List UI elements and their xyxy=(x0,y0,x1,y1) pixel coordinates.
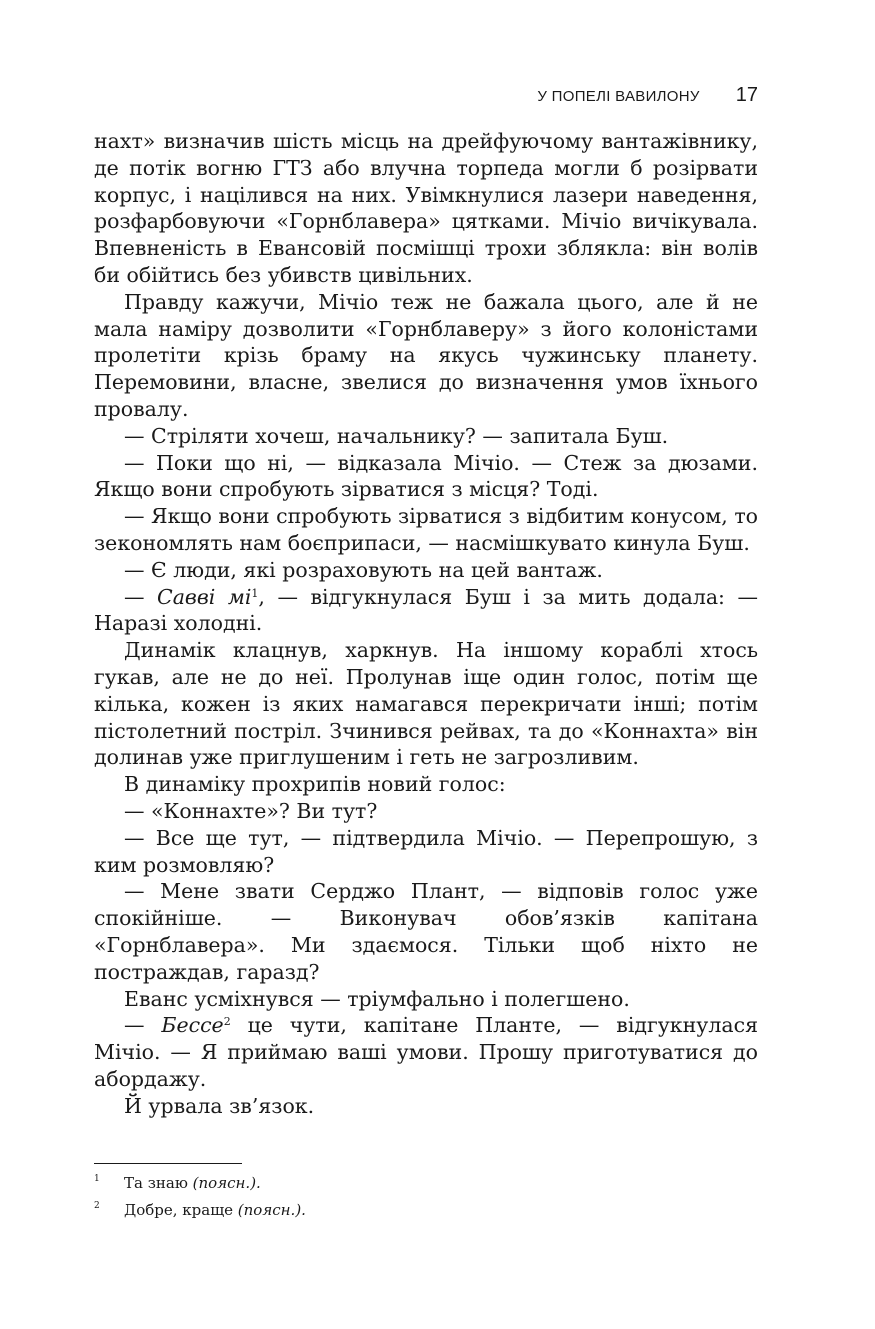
footnote xyxy=(94,1170,758,1197)
footnote xyxy=(94,1197,758,1224)
footnote-mark: 1 xyxy=(94,1174,100,1184)
footnote-divider xyxy=(94,1163,242,1164)
paragraph: Еванс усміхнувся — тріумфально і полегшено. xyxy=(124,986,630,1011)
paragraph: — Є люди, які розраховують на цей вантаж. xyxy=(124,557,603,582)
paragraph: Динамік клацнув, харкнув. На іншому кораблі хтось гукав, але не до неї. Пролунав іще один голос, потім ще кілька, кожен із яких намагався перекричати інші; потім пістолетний постріл. Зчинився рейвах, та до «Коннахта» він долинав уже приглушеним і геть не загрозливим. xyxy=(94,638,758,770)
footnote-mark: 2 xyxy=(94,1201,100,1211)
footnote-ref: 2 xyxy=(223,1015,231,1029)
italic-phrase: Бессе xyxy=(161,1013,224,1038)
footnote-ref: 1 xyxy=(251,586,259,600)
running-title: У ПОПЕЛІ ВАВИЛОНУ xyxy=(537,88,700,105)
footnotes xyxy=(94,1170,758,1224)
paragraph: — Савві $мі^1$, — відгукнулася Буш і за мить додала: — Наразі холодні. xyxy=(94,584,758,636)
footnote-text: Добре, краще (поясн.). xyxy=(124,1201,306,1219)
paragraph: — Все ще тут, — підтвердила Мічіо. — Перепрошую, з ким розмовляю? xyxy=(94,825,758,877)
paragraph: Правду кажучи, Мічіо теж не бажала цього, але й не мала наміру дозволити «Горнблаверу» з його колоністами пролетіти крізь браму на якусь чужинську планету. Перемовини, власне, звелися до визначення умов їхнього провалу. xyxy=(94,289,758,421)
paragraph: — «Коннахте»? Ви тут? xyxy=(124,798,378,823)
footnote-text: Та знаю (поясн.). xyxy=(124,1174,261,1192)
paragraph: В динаміку прохрипів новий голос: xyxy=(124,772,506,797)
body-text xyxy=(94,128,758,1119)
page-number: 17 xyxy=(735,84,758,106)
paragraph: Й урвала зв’язок. xyxy=(124,1093,315,1118)
italic-phrase: Савві мі xyxy=(157,584,252,609)
paragraph: — Стріляти хочеш, начальнику? — запитала Буш. xyxy=(124,423,669,448)
paragraph: — Якщо вони спробують зірватися з відбитим конусом, то зекономлять нам боєприпаси, — насмішкувато кинула Буш. xyxy=(94,504,758,555)
paragraph: — Мене звати Серджо Плант, — відповів голос уже спокійніше. — Виконувач обов’язків капітана «Горнблавера». Ми здаємося. Тільки щоб ніхто не постраждав, гаразд? xyxy=(94,879,758,984)
paragraph: — Бессе$^2$ це чути, капітане Планте, — відгукнулася Мічіо. — Я приймаю ваші умови. Прошу приготуватися до абордажу. xyxy=(94,1013,758,1091)
running-head xyxy=(94,84,758,107)
paragraph: — Поки що ні, — відказала Мічіо. — Стеж за дюзами. Якщо вони спробують зірватися з місця? Тоді. xyxy=(94,450,758,502)
paragraph: нахт» визначив шість місць на дрейфуючому вантажівнику, де потік вогню ГТЗ або влучна торпеда могли б розірвати корпус, і націлився на них. Увімкнулися лазери наведення, розфарбовуючи «Горнблавера» цятками. Мічіо вичікувала. Впевненість в Евансовій посмішці трохи зблякла: він волів би обійтись без убивств цивільних. xyxy=(94,129,758,287)
